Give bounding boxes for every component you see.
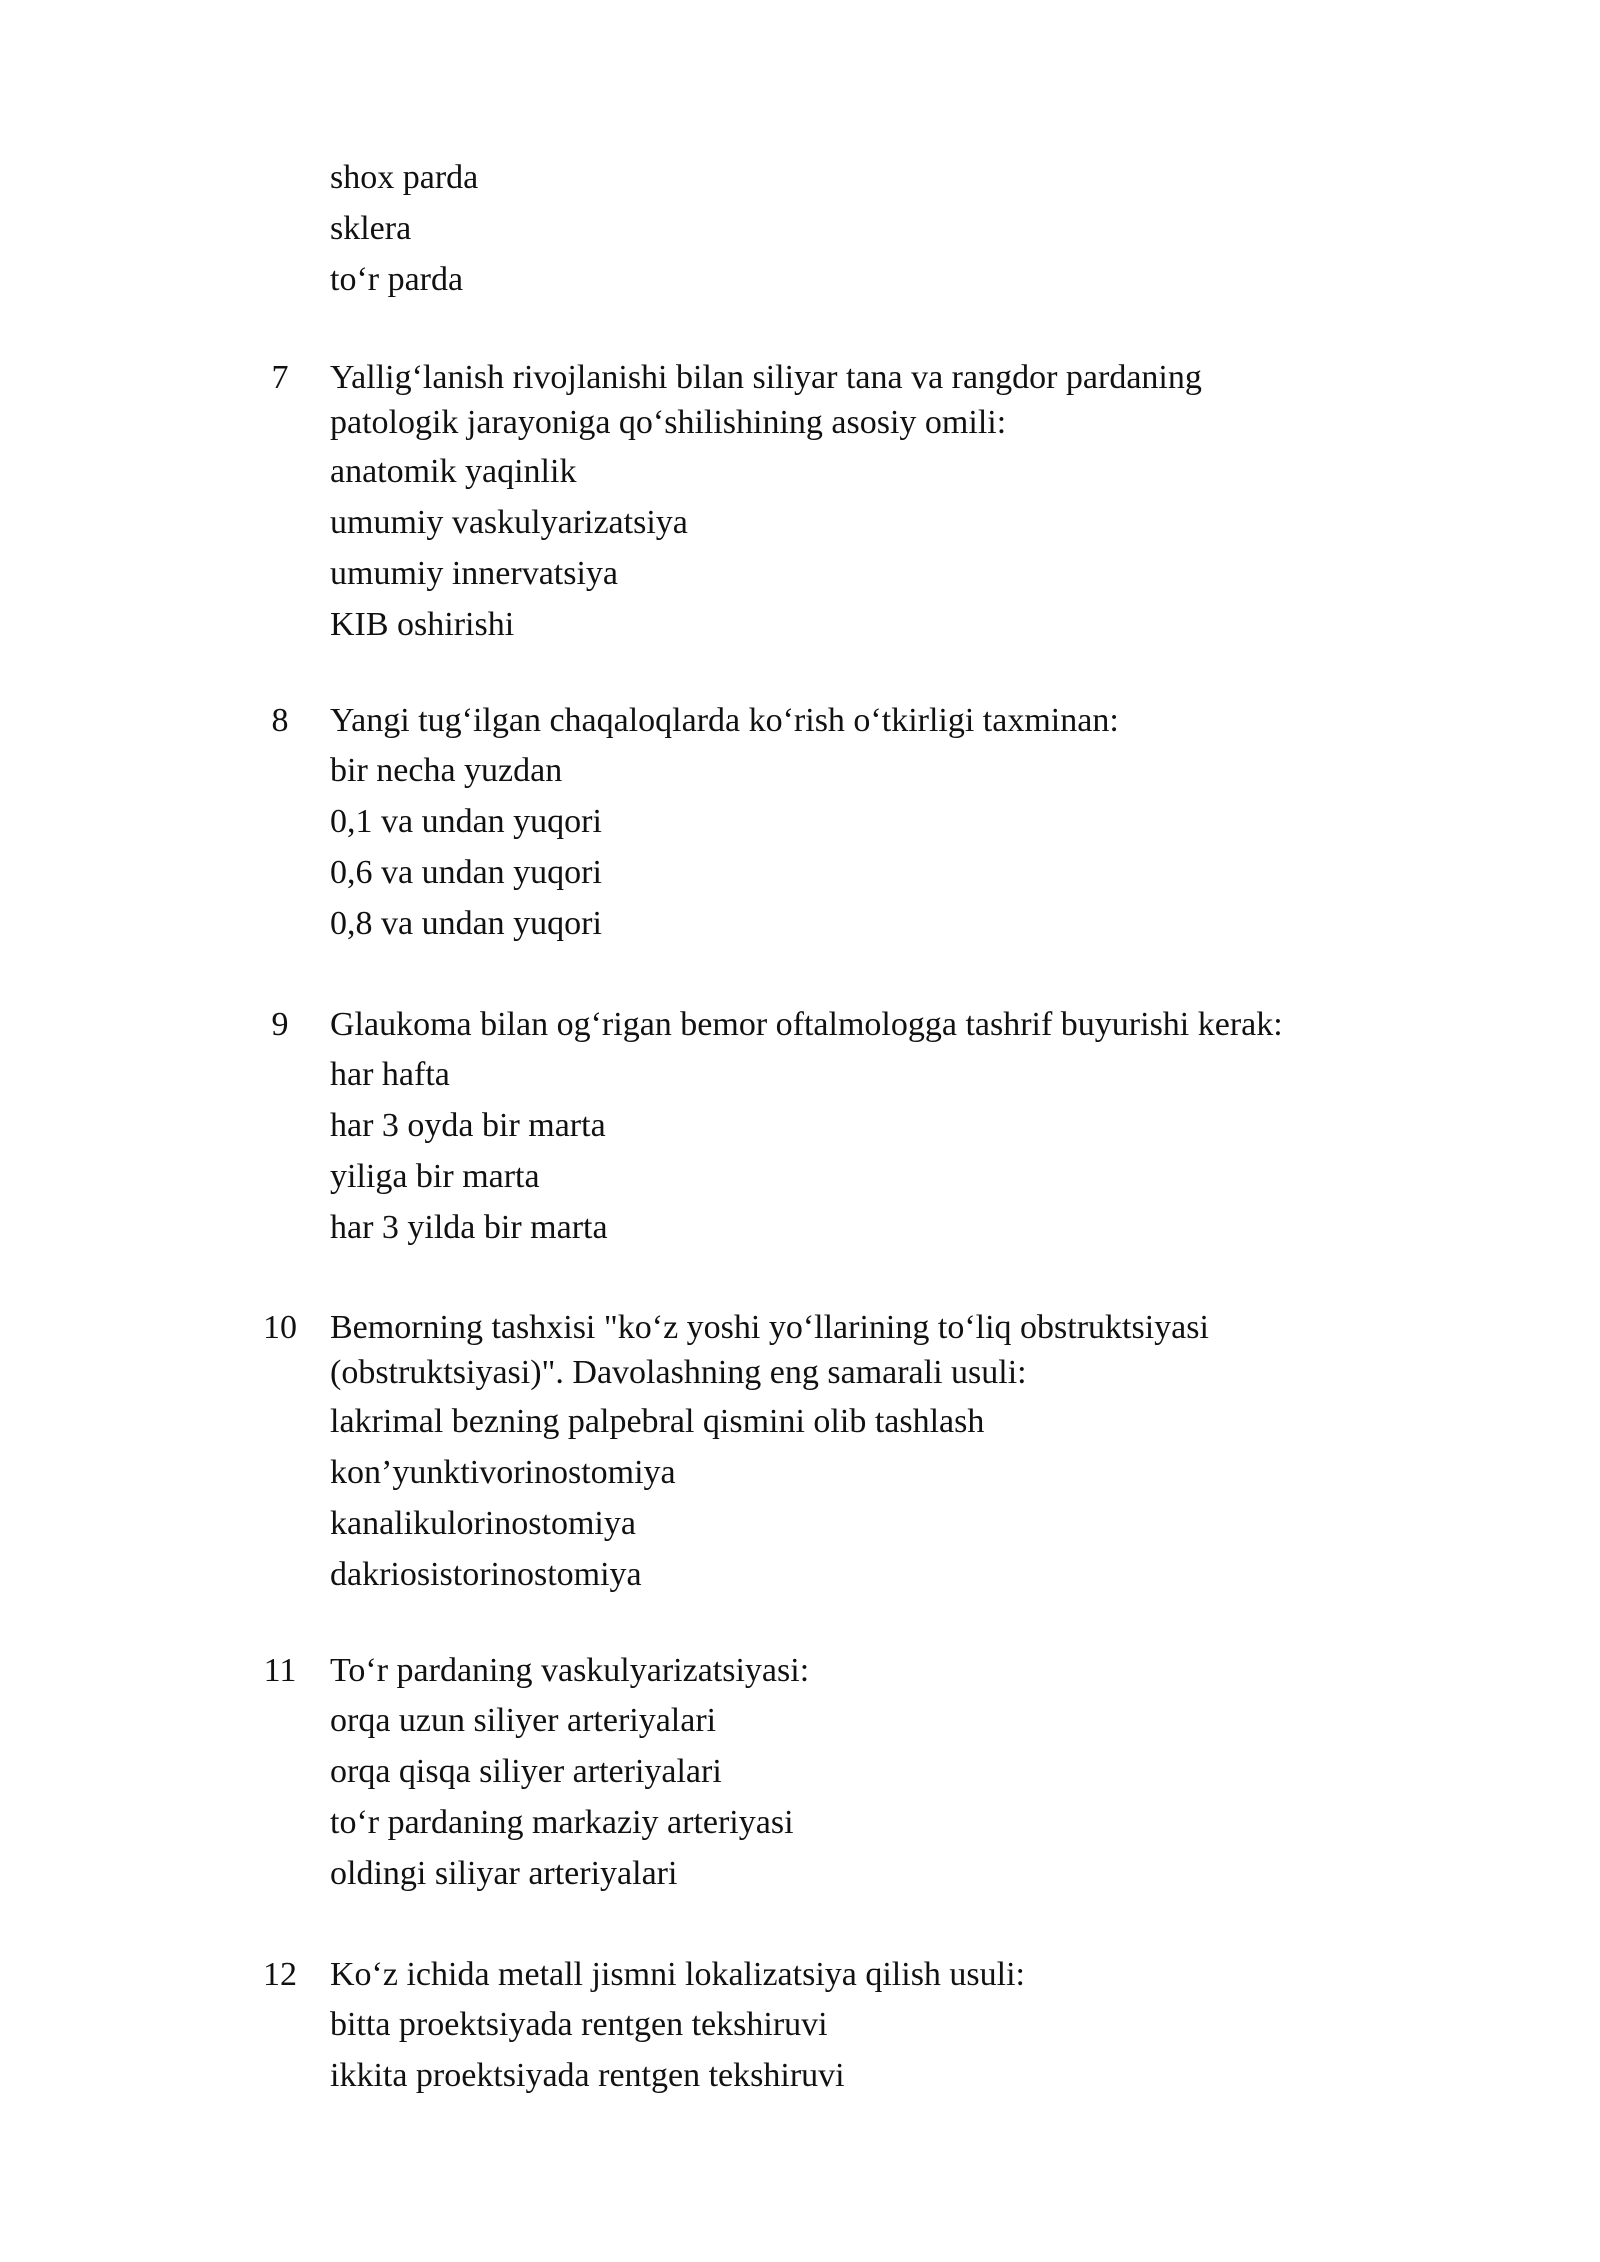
option-line: yiliga bir marta: [330, 1158, 540, 1195]
option-line: 0,8 va undan yuqori: [330, 905, 602, 942]
option-line: bitta proektsiyada rentgen tekshiruvi: [330, 2006, 828, 2043]
option-line: umumiy innervatsiya: [330, 555, 619, 592]
question-line: Yangi tug‘ilgan chaqaloqlarda ko‘rish o‘tkirligi taxminan:: [330, 702, 1119, 739]
question-number: 12: [263, 1956, 297, 1993]
option-line: 0,6 va undan yuqori: [330, 854, 602, 891]
option-line: to‘r pardaning markaziy arteriyasi: [330, 1804, 794, 1841]
answer-options: [330, 1695, 1430, 1899]
option-line: har 3 yilda bir marta: [330, 1209, 608, 1246]
option-line: dakriosistorinostomiya: [330, 1556, 642, 1593]
answer-options: [330, 446, 1430, 650]
question-line: Bemorning tashxisi "ko‘z yoshi yo‘llarining to‘liq obstruktsiyasi: [330, 1309, 1209, 1346]
question-text: [330, 1648, 1430, 1693]
option-line: kon’yunktivorinostomiya: [330, 1454, 676, 1491]
question-line: (obstruktsiyasi)". Davolashning eng samarali usuli:: [330, 1354, 1027, 1391]
question-text: [330, 355, 1430, 445]
question-number: 10: [263, 1309, 297, 1346]
answer-options: [330, 745, 1430, 949]
question-text: [330, 1002, 1430, 1047]
question-line: Ko‘z ichida metall jismni lokalizatsiya qilish usuli:: [330, 1956, 1025, 1993]
option-line: oldingi siliyar arteriyalari: [330, 1855, 678, 1892]
option-line: 0,1 va undan yuqori: [330, 803, 602, 840]
question-line: patologik jarayoniga qo‘shilishining asosiy omili:: [330, 404, 1007, 441]
answer-options: [330, 1999, 1430, 2101]
question-number: 7: [271, 359, 289, 396]
option-line: bir necha yuzdan: [330, 752, 563, 789]
option-line: har 3 oyda bir marta: [330, 1107, 606, 1144]
question-text: [330, 698, 1430, 743]
option-line: orqa uzun siliyer arteriyalari: [330, 1702, 717, 1739]
question-number: 9: [271, 1006, 289, 1043]
option-line: shox parda: [330, 159, 479, 196]
question-number: 11: [263, 1652, 297, 1689]
option-line: kanalikulorinostomiya: [330, 1505, 636, 1542]
answer-options: [330, 1049, 1430, 1253]
continued-options: [330, 152, 1430, 305]
question-text: [330, 1952, 1430, 1997]
option-line: to‘r parda: [330, 261, 464, 298]
option-line: lakrimal bezning palpebral qismini olib tashlash: [330, 1403, 985, 1440]
question-text: [330, 1305, 1430, 1395]
option-line: har hafta: [330, 1056, 450, 1093]
question-number: 8: [271, 702, 289, 739]
question-line: Yallig‘lanish rivojlanishi bilan siliyar tana va rangdor pardaning: [330, 359, 1202, 396]
option-line: sklera: [330, 210, 412, 247]
question-line: Glaukoma bilan og‘rigan bemor oftalmologga tashrif buyurishi kerak:: [330, 1006, 1283, 1043]
option-line: KIB oshirishi: [330, 606, 515, 643]
option-line: anatomik yaqinlik: [330, 453, 577, 490]
option-line: umumiy vaskulyarizatsiya: [330, 504, 688, 541]
question-line: To‘r pardaning vaskulyarizatsiyasi:: [330, 1652, 810, 1689]
option-line: orqa qisqa siliyer arteriyalari: [330, 1753, 722, 1790]
answer-options: [330, 1396, 1430, 1600]
option-line: ikkita proektsiyada rentgen tekshiruvi: [330, 2057, 845, 2094]
